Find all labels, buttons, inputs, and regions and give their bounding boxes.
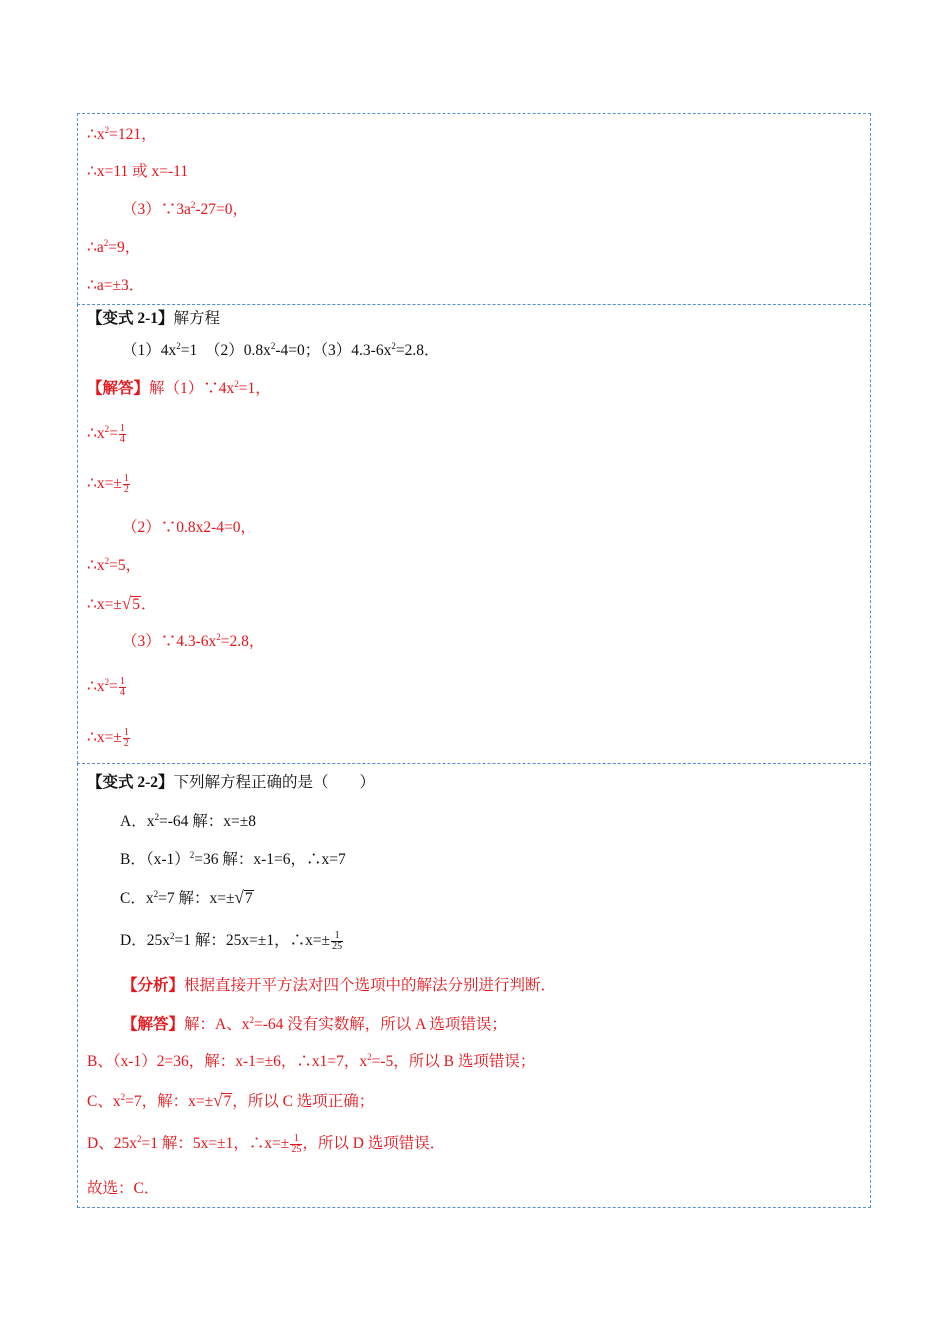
answer-line: 【解答】解$(1)\because 4x^2=1$， <box>87 379 271 397</box>
step-line: $\therefore x^2=$ $\frac{1}{4}$ <box>87 676 125 698</box>
step-line: $(3)\because 3a^2-27=0$， <box>122 200 249 218</box>
step-line: D、$25x^2=1$ 解：5x=±1，∴x=± $\frac{1}{25}$ ，所以 D 选项错误． <box>87 1133 446 1155</box>
fraction: $\frac{1}{4}$ <box>119 423 125 445</box>
answer-line: 【解答】解：A、$x^2=-64$ 没有实数解，所以 A 选项错误； <box>122 1015 507 1033</box>
fraction: $\frac{1}{2}$ <box>123 727 129 749</box>
option-c: C．$x^2=7$ 解：x=±√7 <box>120 887 253 908</box>
step-line: ∴x=±√5． <box>87 593 157 614</box>
step-line: $\therefore x^2=121$， <box>87 125 157 143</box>
step-line: （2）∵0.8x2-4=0， <box>122 519 257 536</box>
sqrt-symbol: √5 <box>121 593 140 614</box>
step-line: C、$x^2=7$，解：x=±√7，所以 C 选项正确； <box>87 1090 375 1111</box>
sqrt-symbol: √7 <box>234 887 253 908</box>
fraction: $\frac{1}{25}$ <box>332 930 343 952</box>
step-line: $\therefore x^2=5$， <box>87 556 142 574</box>
fraction: $\frac{1}{4}$ <box>119 676 125 698</box>
step-line: $(3)\because 4.3-6x^2=2.8$， <box>122 632 265 650</box>
problem-title: 【变式 2-1】解方程 <box>87 310 221 327</box>
step-line: $\therefore x^2=$ $\frac{1}{4}$ <box>87 423 125 445</box>
analysis-line: 【分析】根据直接开平方法对四个选项中的解法分别进行判断． <box>122 977 557 994</box>
option-a: A．$x^2=-64$ 解：x=±8 <box>120 812 256 830</box>
sqrt-symbol: √7 <box>213 1090 232 1111</box>
option-b: B．$(x-1)^2=36$ 解：x-1=6，∴x=7 <box>120 850 346 868</box>
step-line: ∴x=11 或 x=-11 <box>87 163 189 180</box>
step-line: B、（x-1）2=36，解：x-1=±6，∴x1=7，$x^2=-5$，所以 B 选项错误； <box>87 1052 536 1070</box>
problem-statement: $(1)4x^2=1$ $(2)0.8x^2-4=0$；$(3)4.3-6x^2=2.8$． <box>122 341 440 359</box>
step-line: $\therefore a^2=9$， <box>87 238 141 256</box>
option-d: D．$25x^2=1$ 解：25x=±1，∴x=± $\frac{1}{25}$ <box>120 930 343 952</box>
fraction: $\frac{1}{2}$ <box>123 473 129 495</box>
step-line: ∴a=±3． <box>87 277 145 294</box>
final-answer: 故选：C． <box>87 1180 160 1197</box>
fraction: $\frac{1}{25}$ <box>291 1133 302 1155</box>
step-line: ∴x=± $\frac{1}{2}$ <box>87 727 129 749</box>
step-line: ∴x=± $\frac{1}{2}$ <box>87 473 129 495</box>
problem-title: 【变式 2-2】下列解方程正确的是（ ） <box>87 774 376 791</box>
